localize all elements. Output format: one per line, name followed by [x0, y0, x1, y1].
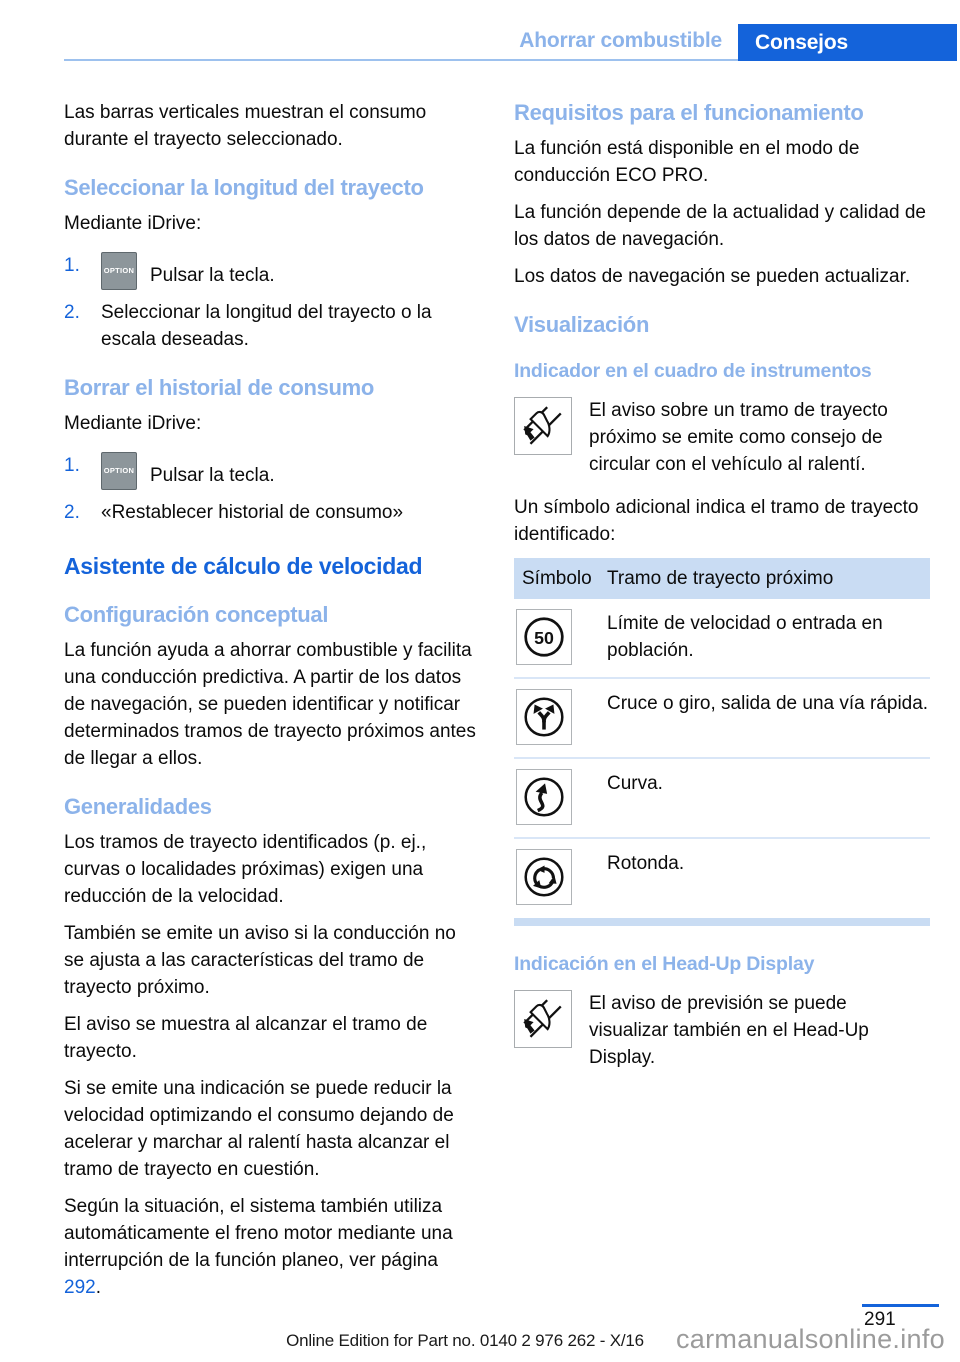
general-paragraph: También se emite un aviso si la conducción no se ajusta a las características del tramo de trayecto próximo.	[64, 923, 456, 998]
breadcrumb-section: Ahorrar combustible	[519, 29, 722, 52]
option-key-icon: OPTION	[101, 252, 137, 290]
step-text: Pulsar la tecla.	[150, 465, 275, 486]
step-number: 2.	[64, 502, 80, 523]
cluster-advice-block	[514, 397, 930, 478]
coast-advice-icon	[514, 990, 572, 1048]
right-column	[514, 99, 930, 1311]
column-header-symbol: Símbolo	[522, 568, 592, 589]
page-292-link[interactable]: 292	[64, 1277, 96, 1298]
via-idrive-text: Mediante iDrive:	[64, 413, 202, 434]
table-row	[514, 757, 930, 837]
watermark: carmanualsonline.info	[676, 1324, 945, 1354]
option-key-icon: OPTION	[101, 452, 137, 490]
table-cell-label: Límite de velocidad o entrada en población.	[607, 613, 883, 661]
page-number-rule	[862, 1304, 939, 1307]
table-cell-label: Rotonda.	[607, 853, 685, 874]
symbols-table	[514, 558, 930, 926]
left-column	[64, 99, 476, 1311]
table-header-row	[514, 558, 930, 599]
step-number: 1.	[64, 255, 80, 276]
table-bottom-bar	[514, 918, 930, 926]
general-paragraph: Si se emite una indicación se puede reducir la velocidad optimizando el consumo dejando de acelerar y marchar al ralentí hasta alcanzar el tramo de trayecto en cuestión.	[64, 1078, 454, 1180]
table-row	[514, 599, 930, 677]
symbols-intro: Un símbolo adicional indica el tramo de trayecto identificado:	[514, 497, 919, 545]
section-title-speed-assistant: Asistente de cálculo de velocidad	[64, 553, 423, 579]
chapter-tab: Consejos	[738, 24, 957, 61]
general-paragraph: Los tramos de trayecto identificados (p. ej., curvas o localidades próximas) exigen una reducción de la velocidad.	[64, 832, 427, 907]
curve-icon	[516, 769, 572, 825]
step-number: 2.	[64, 302, 80, 323]
heading-clear-history: Borrar el historial de consumo	[64, 375, 375, 400]
general-paragraph-with-link	[64, 1193, 476, 1301]
hud-advice-text: El aviso de previsión se puede visualizar también en el Head-Up Display.	[589, 993, 869, 1068]
intro-paragraph: Las barras verticales muestran el consumo durante el trayecto seleccionado.	[64, 102, 427, 150]
heading-concept: Configuración conceptual	[64, 602, 329, 627]
table-row	[514, 677, 930, 757]
heading-select-length: Seleccionar la longitud del trayecto	[64, 175, 424, 200]
paragraph-text: Según la situación, el sistema también utiliza automáticamente el freno motor mediante una interrupción de la función planeo, ver página	[64, 1196, 453, 1271]
speed-limit-50-icon	[516, 609, 572, 665]
junction-fork-icon	[516, 689, 572, 745]
page-content	[64, 99, 930, 1311]
requirements-paragraph: La función depende de la actualidad y calidad de los datos de navegación.	[514, 202, 926, 250]
paragraph-text: .	[95, 1277, 101, 1298]
step-text: Seleccionar la longitud del trayecto o la escala deseadas.	[101, 302, 432, 350]
edition-note: Online Edition for Part no. 0140 2 976 262 - X/16	[286, 1331, 644, 1350]
hud-advice-block	[514, 990, 930, 1071]
page-number: 291	[864, 1309, 896, 1330]
roundabout-icon	[516, 849, 572, 905]
subheading-instrument-cluster: Indicador en el cuadro de instrumentos	[514, 360, 872, 382]
via-idrive-text: Mediante iDrive:	[64, 213, 202, 234]
svg-text:50: 50	[534, 627, 554, 648]
step-number: 1.	[64, 455, 80, 476]
general-paragraph: El aviso se muestra al alcanzar el tramo de trayecto.	[64, 1014, 428, 1062]
list-item	[64, 252, 476, 290]
table-cell-label: Cruce o giro, salida de una vía rápida.	[607, 693, 929, 714]
column-header-segment: Tramo de trayecto próximo	[607, 568, 834, 589]
table-cell-label: Curva.	[607, 773, 663, 794]
subheading-head-up-display: Indicación en el Head-Up Display	[514, 953, 815, 975]
list-item	[64, 299, 476, 353]
list-item	[64, 499, 476, 526]
step-text: «Restablecer historial de consumo»	[101, 502, 404, 523]
heading-requirements: Requisitos para el funcionamiento	[514, 100, 864, 125]
cluster-advice-text: El aviso sobre un tramo de trayecto próximo se emite como consejo de circular con el vehículo al ralentí.	[589, 400, 888, 475]
heading-visualization: Visualización	[514, 312, 650, 337]
header-rule	[64, 59, 738, 61]
heading-general: Generalidades	[64, 794, 212, 819]
requirements-paragraph: La función está disponible en el modo de conducción ECO PRO.	[514, 138, 860, 186]
table-row	[514, 837, 930, 917]
concept-paragraph: La función ayuda a ahorrar combustible y facilita una conducción predictiva. A partir de los datos de navegación, se pueden identificar y notificar determinados tramos de trayecto próximos antes de llegar a ellos.	[64, 640, 476, 769]
coast-advice-icon	[514, 397, 572, 455]
list-item	[64, 452, 476, 490]
step-text: Pulsar la tecla.	[150, 265, 275, 286]
requirements-paragraph: Los datos de navegación se pueden actualizar.	[514, 266, 911, 287]
